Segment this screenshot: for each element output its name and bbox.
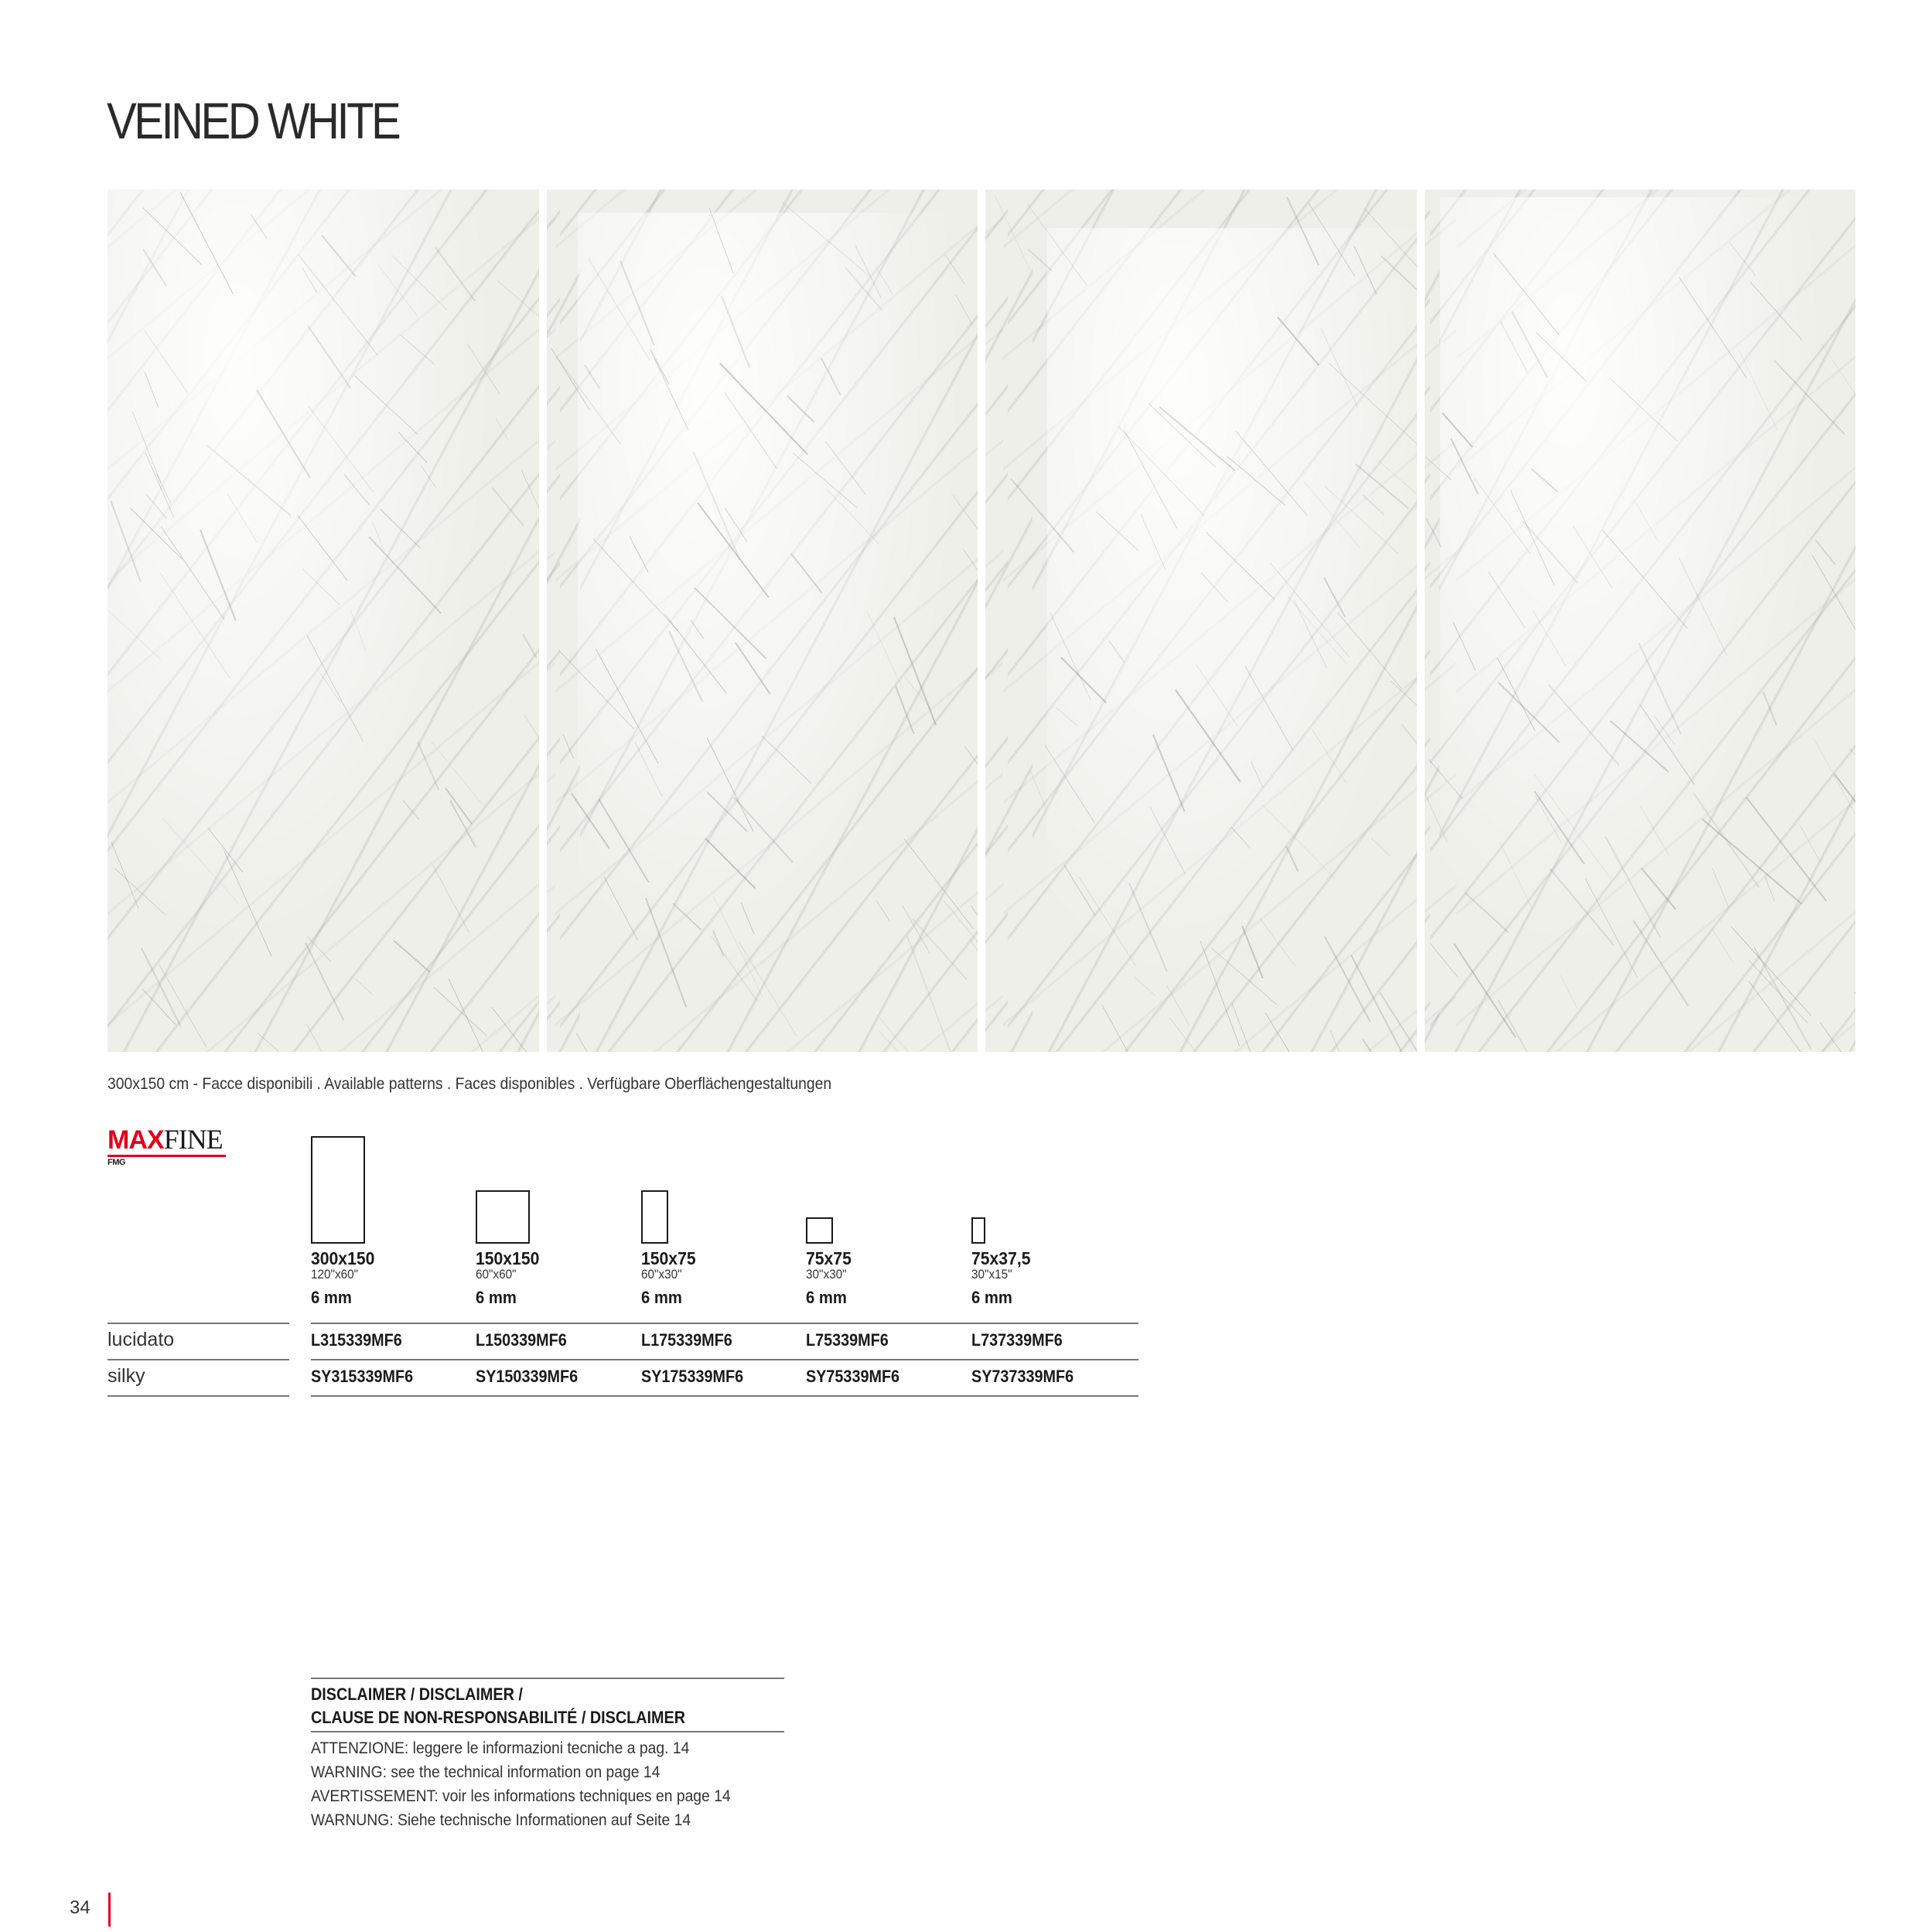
row-label-lucidato: lucidato xyxy=(108,1329,175,1350)
format-column: 75x37,5 30"x15" 6 mm xyxy=(971,1248,1031,1307)
format-column: 150x150 60"x60" 6 mm xyxy=(476,1248,540,1307)
table-rule xyxy=(311,1323,1138,1324)
format-column: 300x150 120"x60" 6 mm xyxy=(311,1248,375,1307)
disclaimer-line: ATTENZIONE: leggere le informazioni tecniche a pag. 14 xyxy=(311,1739,690,1757)
product-code: SY175339MF6 xyxy=(641,1367,744,1386)
format-column: 150x75 60"x30" 6 mm xyxy=(641,1248,696,1307)
product-code: L175339MF6 xyxy=(641,1330,732,1350)
slab-pattern-2 xyxy=(547,189,978,1052)
disclaimer-line: WARNING: see the technical information on page 14 xyxy=(311,1763,660,1781)
disclaimer-line: AVERTISSEMENT: voir les informations techniques en page 14 xyxy=(311,1787,731,1805)
slab-pattern-4 xyxy=(1425,189,1856,1052)
product-code: SY75339MF6 xyxy=(806,1367,900,1386)
disclaimer-block xyxy=(311,1678,784,1832)
slab-pattern-3 xyxy=(985,189,1417,1052)
patterns-caption: 300x150 cm - Facce disponibili . Available patterns . Faces disponibles . Verfügbare Oberflächengestaltungen xyxy=(108,1075,832,1093)
row-label-silky: silky xyxy=(108,1365,145,1387)
table-rule xyxy=(311,1395,1138,1397)
table-rule xyxy=(108,1359,289,1360)
product-code: L737339MF6 xyxy=(971,1330,1063,1350)
format-shape-300x150 xyxy=(311,1136,365,1244)
product-code: L315339MF6 xyxy=(311,1330,402,1350)
product-code: SY737339MF6 xyxy=(971,1367,1074,1386)
slab-patterns xyxy=(108,189,1855,1052)
slab-pattern-1 xyxy=(108,189,539,1052)
disclaimer-heading: CLAUSE DE NON-RESPONSABILITÉ / DISCLAIMER xyxy=(311,1708,686,1727)
page-number: 34 xyxy=(70,1897,90,1918)
product-code: SY315339MF6 xyxy=(311,1367,414,1386)
disclaimer-line: WARNUNG: Siehe technische Informationen auf Seite 14 xyxy=(311,1811,691,1829)
product-code: L150339MF6 xyxy=(476,1330,567,1350)
table-rule xyxy=(311,1359,1138,1360)
maxfine-logo: MAXFINE FMG xyxy=(108,1125,226,1167)
format-shape-75x75 xyxy=(806,1217,833,1244)
page-title: VEINED WHITE xyxy=(107,92,399,149)
disclaimer-heading: DISCLAIMER / DISCLAIMER / xyxy=(311,1685,523,1704)
product-code: L75339MF6 xyxy=(806,1330,889,1350)
format-shape-75x37 xyxy=(971,1217,985,1244)
product-code: SY150339MF6 xyxy=(476,1367,579,1386)
table-rule xyxy=(108,1323,289,1324)
page-number-bar xyxy=(108,1893,111,1927)
format-shape-150x75 xyxy=(641,1190,668,1244)
format-shape-150x150 xyxy=(476,1190,530,1244)
table-rule xyxy=(108,1395,289,1397)
format-column: 75x75 30"x30" 6 mm xyxy=(806,1248,852,1307)
